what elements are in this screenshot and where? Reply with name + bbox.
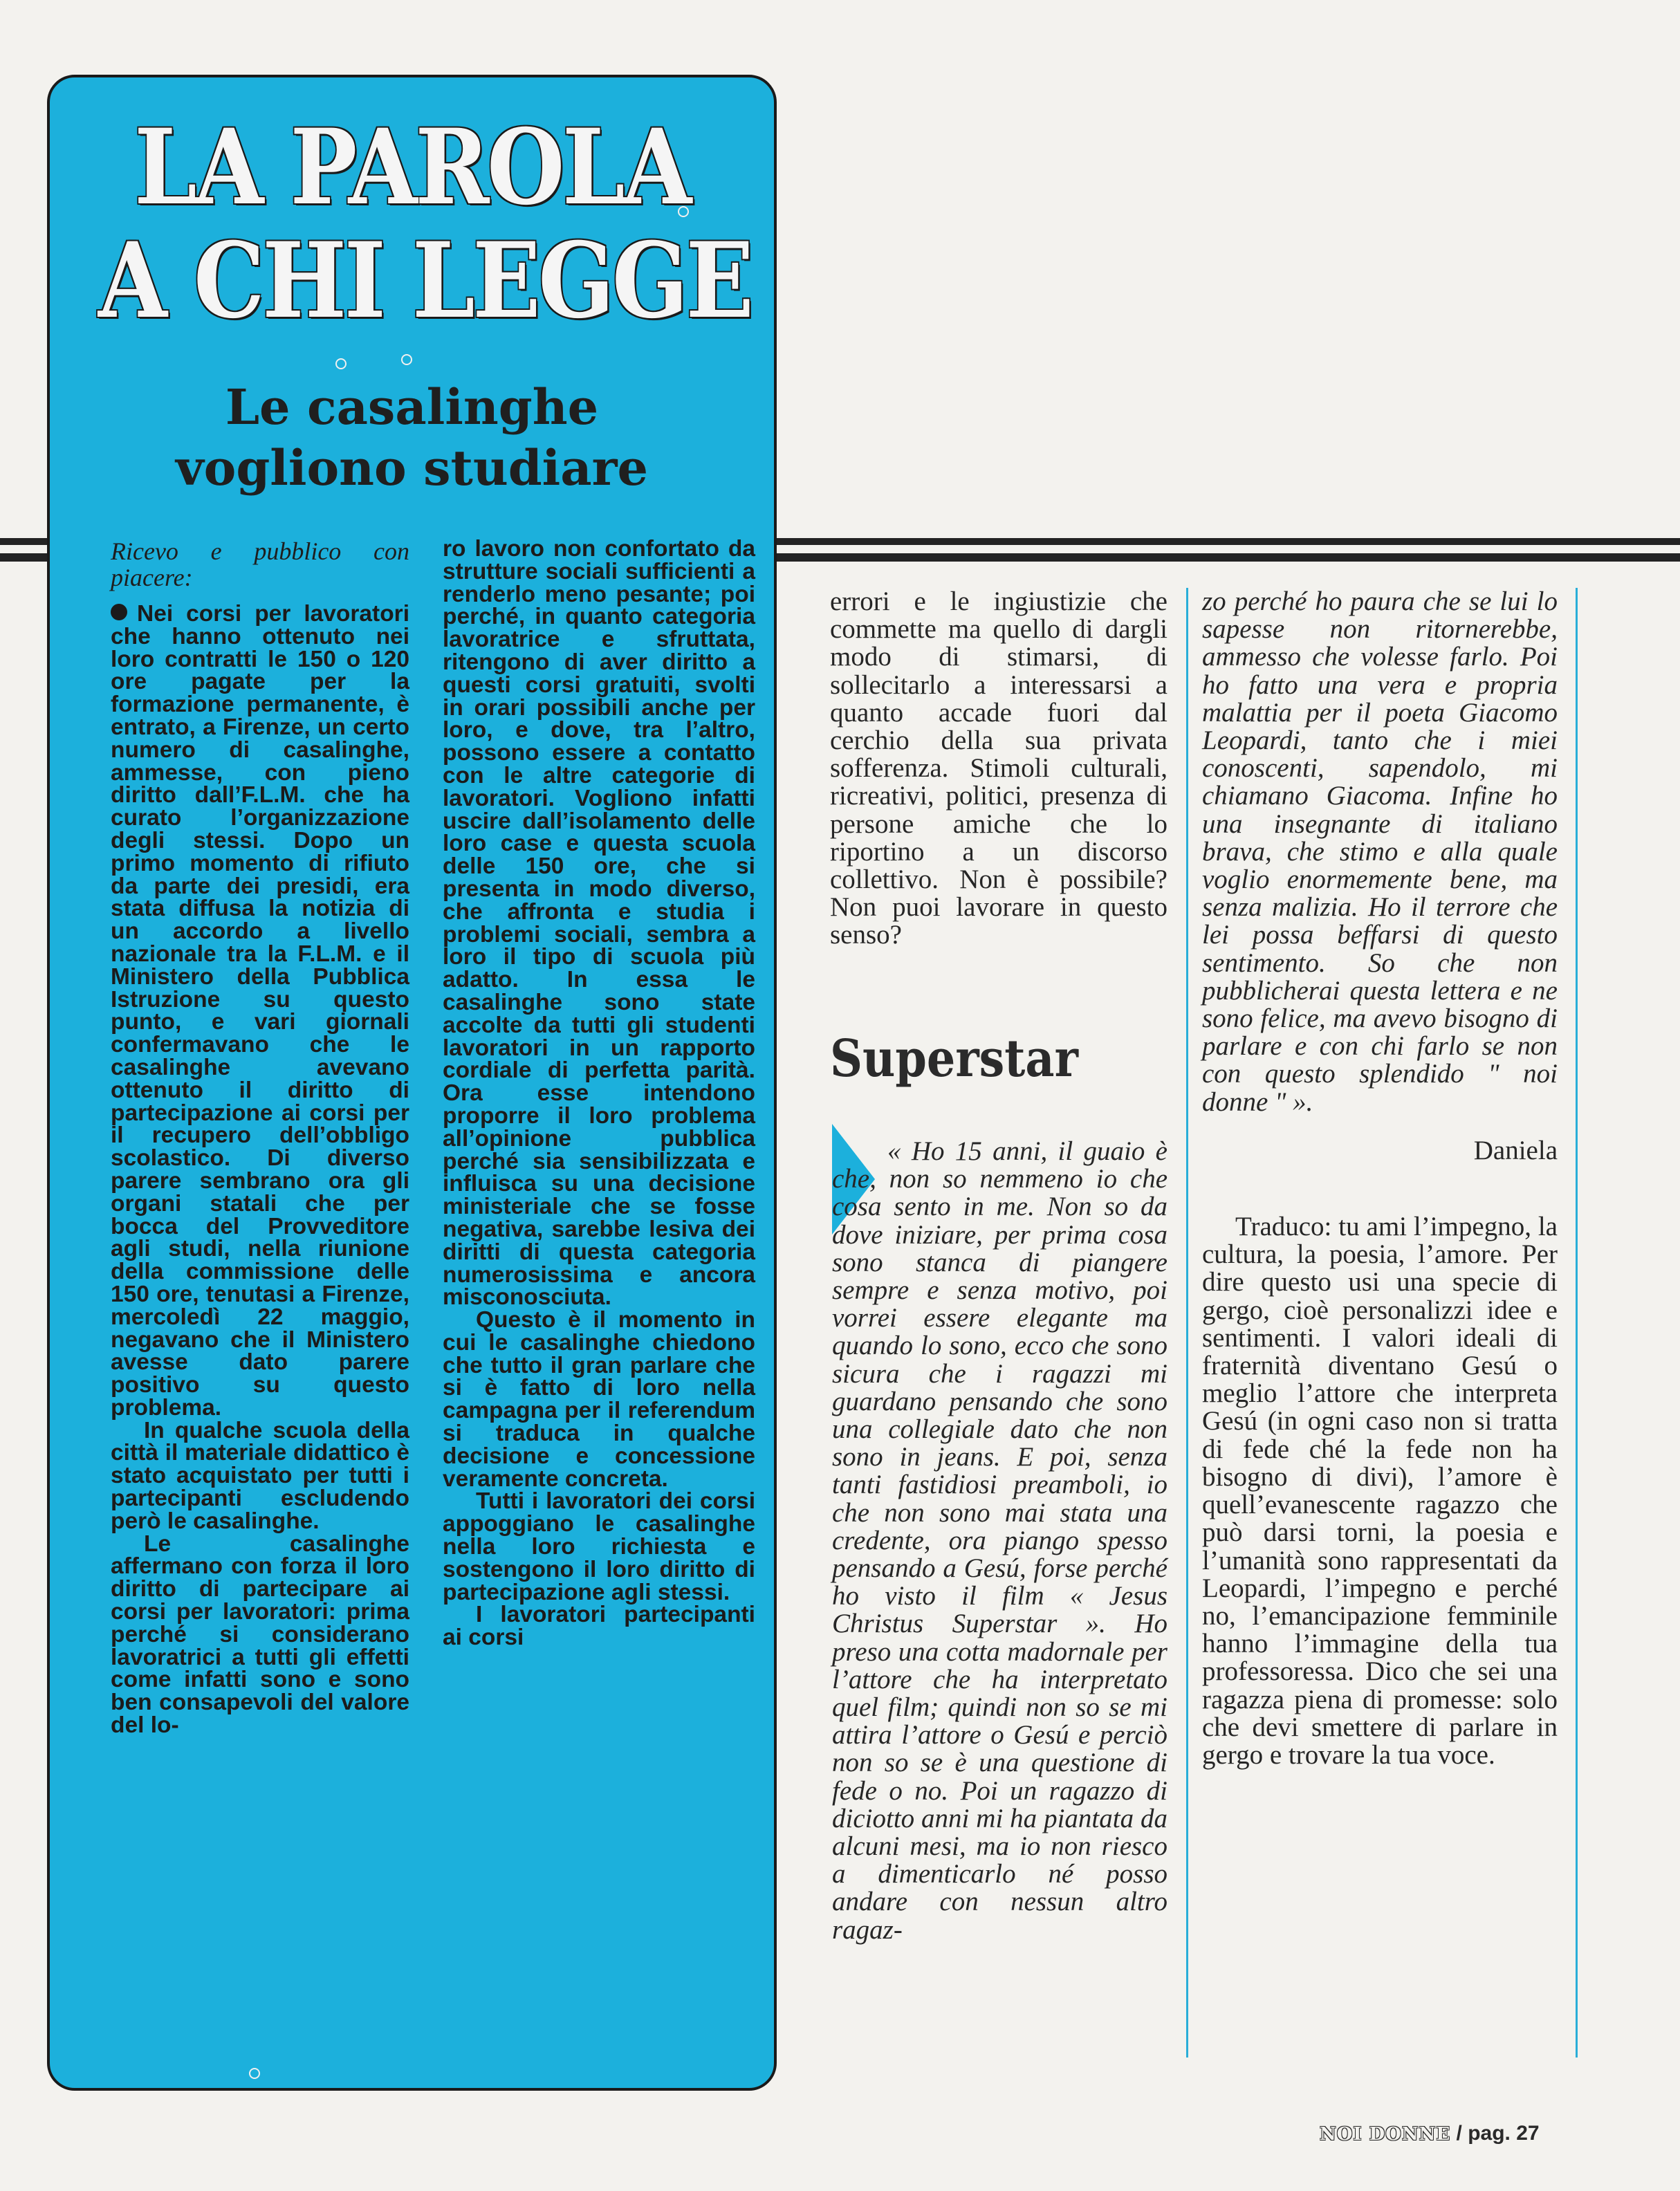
letter-paragraph [111,603,409,1420]
superstar-letter-column [832,1138,1167,1944]
letter-column-2 [443,538,755,1649]
letter-signature: Daniela [1473,1135,1558,1165]
column-divider-right [1576,588,1578,2058]
decorative-dot [678,206,689,217]
column-divider-left [1186,588,1188,2058]
letter-signature: I lavoratori partecipanti ai corsi [443,1602,755,1651]
section-title [98,107,752,342]
bullet-icon [111,604,127,620]
decorative-dot [335,358,347,369]
superstar-heading: Superstar [830,1029,1078,1089]
letter-intro: Ricevo e pubblico con piacere: [111,537,409,591]
superstar-column-4 [1202,588,1558,1769]
superstar-letter-continuation: zo perché ho paura che se lui lo sapesse non ritornerebbe, ammesso che volesse farlo. Poi ho fatto una vera e propria malattia per il poeta Giacomo Leopardi, tanto che i miei conoscenti, sapendolo, mi chiamano Giacoma. Infine ho una insegnante di italiano brava, che stimo e alla quale voglio enormemente bene, ma senza malizia. Ho il terrore che lei possa beffarsi di questo sentimento. So che non pubblicherai questa lettera e ne sono felice, ma avevo bisogno di parlare e con chi farlo se non con questo splendido " noi donne " ». [1202,586,1558,1117]
section-title-line1: LA PAROLA [134,107,690,228]
letter-paragraph: Questo è il momento in cui le casalinghe chiedono che tutto il gran parlare che si è fatto di loro nella campagna per il referendum si traduca in qualche decisione e concessione veramente concreta. [443,1307,755,1492]
magazine-name: NOI DONNE [1320,2124,1451,2145]
reply-paragraph: errori e le ingiustizie che commette ma quello di dargli modo di stimarsi, di sollecitarlo a interessarsi a quanto accade fuori dal cerchio della sua privata sofferenza. Stimoli culturali, ricreativi, politici, presenza di persone amiche che lo riportino a un discorso collettivo. Non è possibile? Non puoi lavorare in questo senso? [830,586,1167,950]
letter-paragraph: Le casalinghe affermano con forza il loro diritto di partecipare ai corsi per lavoratori: prima perché si considerano lavoratrici a tutti gli effetti come infatti sono e sono ben consapevoli del valore del lo- [111,1531,409,1739]
letter-paragraph: In qualche scuola della città il materiale didattico è stato acquistato per tutti i partecipanti escludendo però le casalinghe. [111,1417,409,1534]
superstar-letter-text: « Ho 15 anni, il guaio è che, non so nemmeno io che cosa sento in me. Non so da dove iniziare, per prima cosa sono stanca di piangere sempre e senza motivo, poi vorrei essere elegante ma quando lo sono, ecco che sono sicura che i ragazzi mi guardano pensando che sono una collegiale dato che non sono in jeans. E poi, senza tanti fastidiosi preamboli, io che non sono mai stata una credente, ora piango spesso pensando a Gesú, forse perché ho visto il film « Jesus Christus Superstar ». Ho preso una cotta madornale per l’attore che ha interpretato quel film; quindi non so se mi attira l’attore o Gesú e perciò non so se è una questione di fede o no. Poi un ragazzo di diciotto anni mi ha piantata da alcuni mesi, ma io non riesco a dimenticarlo né posso andare con nessun altro ragaz- [832,1136,1167,1945]
letter-paragraph: ro lavoro non confortato da strutture sociali sufficienti a renderlo meno pesante; poi perché, in quanto categoria lavoratrice e sfruttata, ritengono di aver diritto a questi corsi gratuiti, svolti in orari possibili anche per loro, e dove, tra l’altro, possono essere a contatto con le altre categorie di lavoratori. Vogliono infatti uscire dall’isolamento delle loro case e questa scuola delle 150 ore, che si presenta in modo diverso, che affronta e studia i problemi sociali, sembra a loro il tipo di scuola più adatto. In essa le casalinghe sono state accolte da tutti gli studenti lavoratori in un rapporto cordiale di perfetta parità. Ora esse intendono proporre il loro problema all’opinione pubblica perché sia sensibilizzata e influisca su una decisione ministeriale che se fosse negativa, sarebbe lesiva dei diritti di questa categoria numerosissima e ancora misconosciuta. [443,536,755,1311]
section-title-line2: A CHI LEGGE [98,220,752,342]
letter-paragraph: Tutti i lavoratori dei corsi appoggiano le casalinghe nella loro richiesta e sostengono il loro diritto di partecipazione agli stessi. [443,1488,755,1605]
page-footer [1320,2122,1540,2145]
reply-column-top [830,588,1167,950]
decorative-dot [249,2068,260,2079]
editor-reply: Traduco: tu ami l’impegno, la cultura, la poesia, l’amore. Per dire questo usi una specie di gergo, cioè personalizzi idee e sentimenti. I valori ideali di fraternità diventano Gesú o meglio l’attore che interpreta Gesú (in ogni caso non si tratta di fede ché la fede non ha bisogno di divi), l’amore è quell’evanescente ragazzo che può darsi torni, la poesia e l’umanità sono rappresentati da Leopardi, l’impegno e perché no, l’emancipazione femminile hanno l’immagine della tua professoressa. Dico che sei una ragazza piena di promesse: solo che devi smettere di parlare in gergo e trovare la tua voce. [1202,1212,1558,1770]
page-number: pag. 27 [1468,2122,1540,2145]
article-title [47,377,777,499]
article-title-line1: Le casalinghe [225,378,599,436]
letter-column-1 [111,538,409,1737]
decorative-dot [401,354,412,365]
letter-paragraph-text: Nei corsi per lavoratori che hanno ottenuto nei loro contratti le 150 o 120 ore pagate per la formazione permanente, è entrato, a Firenze, un certo numero di casalinghe, ammesse, con pieno diritto dall’F.L.M. che ha curato l’organizzazione degli stessi. Dopo un primo momento di rifiuto da parte dei presidi, era stata diffusa la notizia di un accordo a livello nazionale tra la F.L.M. e il Ministero della Pubblica Istruzione su questo punto, e vari giornali confermavano che le casalinghe avevano ottenuto il diritto di partecipazione ai corsi per il recupero dell’obbligo scolastico. Di diverso parere sembrano ora gli organi statali che per bocca del Provveditore agli studi, nella riunione della commissione delle 150 ore, tenutasi a Firenze, mercoledì 22 maggio, negavano che il Ministero avesse dato parere positivo su questo problema. [111,601,409,1421]
article-title-line2: vogliono studiare [175,439,649,497]
footer-separator: / [1456,2122,1462,2145]
